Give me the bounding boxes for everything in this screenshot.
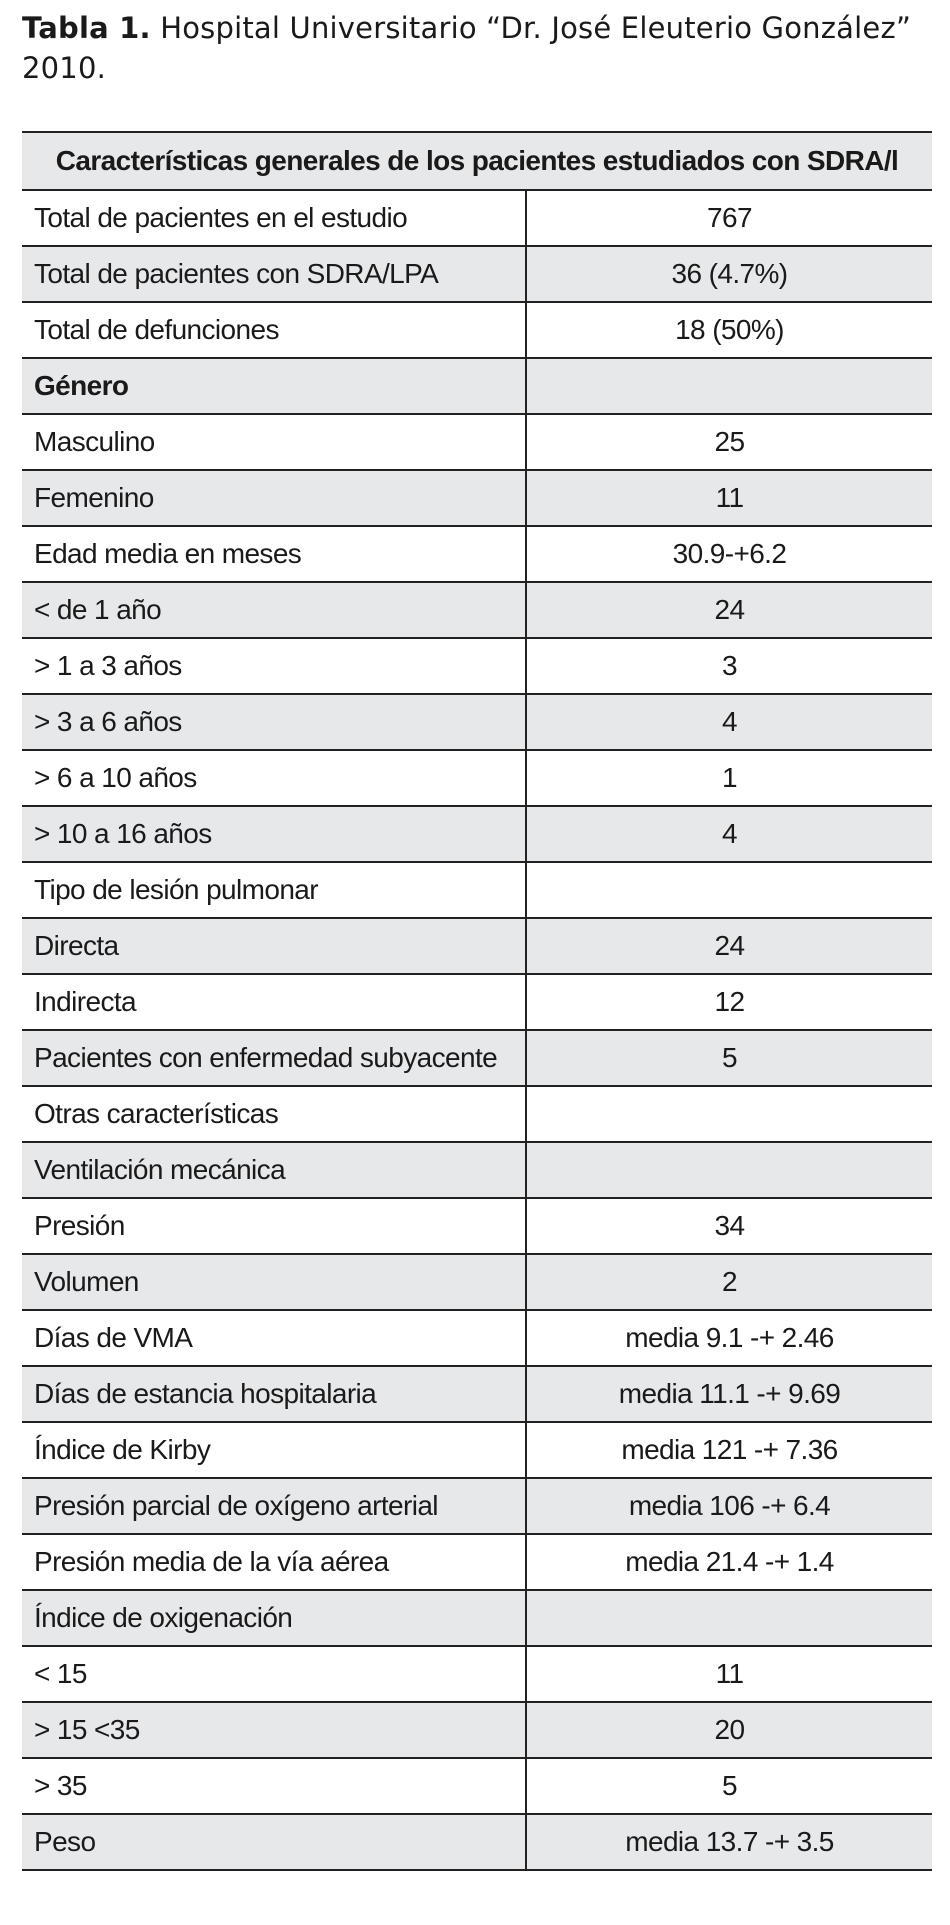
row-label: Directa (22, 918, 526, 974)
table-row (22, 1422, 932, 1478)
row-value: media 11.1 -+ 9.69 (526, 1366, 932, 1422)
table-row (22, 1310, 932, 1366)
row-value: 30.9-+6.2 (672, 538, 787, 569)
table-row (22, 246, 932, 302)
row-label: Presión (22, 1198, 526, 1254)
row-label: Volumen (22, 1254, 526, 1310)
row-label: > 6 a 10 años (22, 750, 526, 806)
table-row (22, 974, 932, 1030)
row-value: 2 (526, 1254, 932, 1310)
row-label: Índice de oxigenación (22, 1590, 526, 1646)
row-label: Total de pacientes con SDRA/LPA (22, 246, 526, 302)
table-row (22, 862, 932, 918)
table-row (22, 1534, 932, 1590)
row-value: 5 (526, 1030, 932, 1086)
table-row (22, 414, 932, 470)
row-label: Indirecta (22, 974, 526, 1030)
row-label: < de 1 año (22, 582, 526, 638)
table-row (22, 1590, 932, 1646)
table-row (22, 358, 932, 414)
row-label: Peso (22, 1814, 526, 1870)
row-value (526, 862, 932, 918)
table-row (22, 806, 932, 862)
row-label: Presión parcial de oxígeno arterial (22, 1478, 526, 1534)
row-label: < 15 (22, 1646, 526, 1702)
row-label: > 35 (22, 1758, 526, 1814)
table-row (22, 470, 932, 526)
caption-text: Hospital Universitario “Dr. José Eleuterio González” (160, 11, 912, 45)
row-value: 34 (714, 1210, 745, 1241)
row-label: Días de VMA (22, 1310, 526, 1366)
row-label: Femenino (22, 470, 526, 526)
row-value: 25 (714, 426, 745, 457)
row-value: media 21.4 -+ 1.4 (625, 1546, 834, 1577)
row-value: 4 (526, 806, 932, 862)
table-row (22, 302, 932, 358)
table-row (22, 1254, 932, 1310)
row-label: Total de defunciones (22, 302, 526, 358)
row-value: 20 (526, 1702, 932, 1758)
table-row (22, 694, 932, 750)
table-caption (22, 8, 932, 88)
table-row (22, 1086, 932, 1142)
table-row (22, 582, 932, 638)
row-value (526, 1142, 932, 1198)
row-value (526, 1590, 932, 1646)
table-row (22, 1198, 932, 1254)
table-row (22, 1646, 932, 1702)
table-header-row (22, 132, 932, 190)
row-value: 4 (526, 694, 932, 750)
row-value: 11 (526, 470, 932, 526)
row-label: Masculino (22, 414, 526, 470)
table-row (22, 1030, 932, 1086)
caption-year: 2010. (22, 51, 107, 85)
row-value: 3 (722, 650, 737, 681)
row-label: > 15 <35 (22, 1702, 526, 1758)
patient-characteristics-table (22, 131, 932, 1871)
row-value: media 106 -+ 6.4 (526, 1478, 932, 1534)
row-value: 11 (715, 1658, 744, 1689)
row-label: Total de pacientes en el estudio (22, 190, 526, 246)
row-label: Género (22, 358, 526, 414)
row-value (526, 358, 932, 414)
row-label: Tipo de lesión pulmonar (22, 862, 526, 918)
row-label: > 10 a 16 años (22, 806, 526, 862)
table-row (22, 1758, 932, 1814)
table-row (22, 1814, 932, 1870)
table-row (22, 190, 932, 246)
table-row (22, 1702, 932, 1758)
table-row (22, 918, 932, 974)
row-label: Edad media en meses (22, 526, 526, 582)
table-header: Características generales de los pacientes estudiados con SDRA/l (22, 132, 932, 190)
row-label: Índice de Kirby (22, 1422, 526, 1478)
table-row (22, 1478, 932, 1534)
row-value: 24 (526, 918, 932, 974)
table-row (22, 1142, 932, 1198)
row-value: 18 (50%) (675, 314, 784, 345)
row-label: Presión media de la vía aérea (22, 1534, 526, 1590)
row-value: media 9.1 -+ 2.46 (625, 1322, 834, 1353)
caption-label: Tabla 1. (22, 11, 151, 45)
row-value: 1 (722, 762, 737, 793)
table-row (22, 750, 932, 806)
row-value: media 121 -+ 7.36 (621, 1434, 838, 1465)
row-label: Otras características (22, 1086, 526, 1142)
table-row (22, 1366, 932, 1422)
row-value (526, 1086, 932, 1142)
row-label: > 3 a 6 años (22, 694, 526, 750)
table-row (22, 526, 932, 582)
row-value: 767 (707, 202, 752, 233)
row-label: > 1 a 3 años (22, 638, 526, 694)
row-value: 5 (722, 1770, 737, 1801)
row-label: Ventilación mecánica (22, 1142, 526, 1198)
row-value: 12 (714, 986, 745, 1017)
row-value: 36 (4.7%) (526, 246, 932, 302)
row-label: Días de estancia hospitalaria (22, 1366, 526, 1422)
row-label: Pacientes con enfermedad subyacente (22, 1030, 526, 1086)
row-value: 24 (526, 582, 932, 638)
row-value: media 13.7 -+ 3.5 (526, 1814, 932, 1870)
table-row (22, 638, 932, 694)
